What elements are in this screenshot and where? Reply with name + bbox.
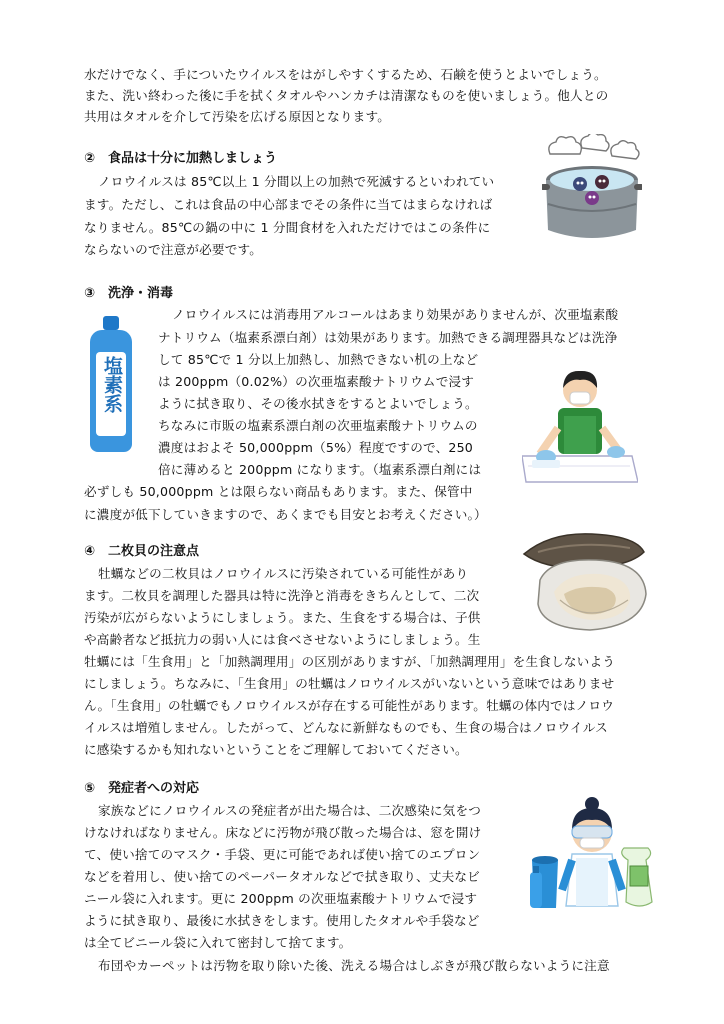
s5-line-4: などを着用し、使い捨てのペーパータオルなどで拭き取り、丈夫なビ <box>84 869 480 884</box>
s5-line-5: ニール袋に入れます。更に 200ppm の次亜塩素酸ナトリウムで浸す <box>84 891 478 906</box>
s3-line-5: ように拭き取り、その後水拭きをするとよいでしょう。 <box>158 396 478 411</box>
s3-line-10: に濃度が低下していきますので、あくまでも目安とお考えください。） <box>84 507 487 522</box>
s3-line-1: ノロウイルスには消毒用アルコールはあまり効果がありませんが、次亜塩素酸 <box>172 307 619 322</box>
s5-line-7: は全てビニール袋に入れて密封して捨てます。 <box>84 935 352 950</box>
intro-line-2: また、洗い終わった後に手を拭くタオルやハンカチは清潔なものを使いましょう。他人との <box>84 88 609 103</box>
s4-line-9: に感染するかも知れないということをご理解しておいてください。 <box>84 742 468 757</box>
s4-line-6: にしましょう。ちなみに、「生食用」の牡蠣はノロウイルスがいないという意味ではありませ <box>84 676 615 691</box>
s3-line-6: ちなみに市販の塩素系漂白剤の次亜塩素酸ナトリウムの <box>158 418 478 433</box>
intro-line-1: 水だけでなく、手についたウイルスをはがしやすくするため、石鹸を使うとよいでしょう。 <box>84 67 607 82</box>
s3-line-8: 倍に薄めると 200ppm になります。（塩素系漂白剤には <box>158 462 482 477</box>
intro-line-3: 共用はタオルを介して汚染を広げる原因となります。 <box>84 109 391 124</box>
s4-line-3: 汚染が広がらないようにしましょう。また、生食をする場合は、子供 <box>84 610 481 625</box>
s4-line-7: ん。「生食用」の牡蠣でもノロウイルスが存在する可能性があります。牡蠣の体内ではノロウ <box>84 698 615 713</box>
s4-line-2: ます。二枚貝を調理した器具は特に洗浄と消毒をきちんとして、二次 <box>84 588 480 603</box>
s2-line-3: なりません。85℃の鍋の中に 1 分間食材を入れただけではこの条件に <box>84 220 491 235</box>
section-4-heading: ④ 二枚貝の注意点 <box>84 544 200 559</box>
s3-line-7: 濃度はおよそ 50,000ppm（5%）程度ですので、250 <box>158 440 473 455</box>
cleaning-person-illustration <box>522 362 638 488</box>
s5-line-3: て、使い捨てのマスク・手袋、更に可能であれば使い捨てのエプロン <box>84 847 481 862</box>
boiling-pot-illustration <box>542 134 642 246</box>
bleach-bottle-illustration <box>88 316 134 452</box>
s5-line-2: けなければなりません。床などに汚物が飛び散った場合は、窓を開け <box>84 825 482 840</box>
s2-line-1: ノロウイルスは 85℃以上 1 分間以上の加熱で死滅するといわれてい <box>98 174 495 189</box>
ppe-person-illustration <box>528 790 662 920</box>
bottle-cap <box>103 316 119 330</box>
s5-line-6: ように拭き取り、最後に水拭きをします。使用したタオルや手袋など <box>84 913 480 928</box>
section-5-heading: ⑤ 発症者への対応 <box>84 781 200 796</box>
s4-line-1: 牡蠣などの二枚貝はノロウイルスに汚染されている可能性があり <box>98 566 469 581</box>
s3-line-4: は 200ppm（0.02%）の次亜塩素酸ナトリウムで浸す <box>158 374 475 389</box>
s3-line-9: 必ずしも 50,000ppm とは限らない商品もあります。また、保管中 <box>84 484 473 499</box>
s4-line-5: 牡蠣には「生食用」と「加熱調理用」の区別がありますが、「加熱調理用」を生食しないよう <box>84 654 616 669</box>
bottle-label-text: 塩素系 <box>101 356 123 413</box>
s5-line-1: 家族などにノロウイルスの発症者が出た場合は、二次感染に気をつ <box>98 803 482 818</box>
s2-line-2: ます。ただし、これは食品の中心部までその条件に当てはまらなければ <box>84 197 493 212</box>
s3-line-3: して 85℃で 1 分以上加熱し、加熱できない机の上など <box>158 352 479 367</box>
s4-line-8: イルスは増殖しません。したがって、どんなに新鮮なものでも、生食の場合はノロウイルス <box>84 720 608 735</box>
s2-line-4: ならないので注意が必要です。 <box>84 242 263 257</box>
s5-line-8: 布団やカーペットは汚物を取り除いた後、洗える場合はしぶきが飛び散らないように注意 <box>98 958 610 973</box>
s3-line-2: ナトリウム（塩素系漂白剤）は効果があります。加熱できる調理器具などは洗浄 <box>158 330 618 345</box>
s4-line-4: や高齢者など抵抗力の弱い人には食べさせないようにしましょう。生 <box>84 632 481 647</box>
section-3-heading: ③ 洗浄・消毒 <box>84 286 174 301</box>
section-2-heading: ② 食品は十分に加熱しましょう <box>84 151 278 166</box>
oyster-illustration <box>520 530 650 634</box>
